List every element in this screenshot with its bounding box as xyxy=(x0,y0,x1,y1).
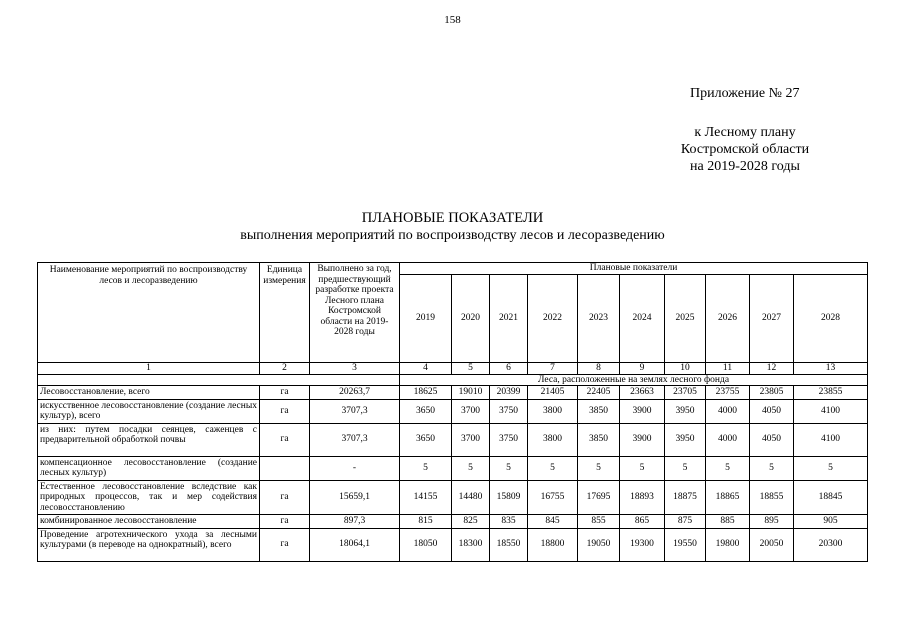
row-value: 845 xyxy=(528,515,578,529)
row-unit xyxy=(260,456,310,480)
row-name: искусственное лесовосстановление (создание лесных культур), всего xyxy=(38,399,260,423)
table-row xyxy=(38,528,868,561)
row-value: 20399 xyxy=(490,386,528,400)
row-value: 18550 xyxy=(490,528,528,561)
row-value: 18845 xyxy=(794,480,868,515)
row-value: 4050 xyxy=(750,399,794,423)
document-title: ПЛАНОВЫЕ ПОКАЗАТЕЛИ xyxy=(361,210,544,226)
column-number: 12 xyxy=(750,363,794,375)
row-value: 5 xyxy=(528,456,578,480)
row-value: 4050 xyxy=(750,423,794,456)
header-year-2026: 2026 xyxy=(706,275,750,363)
column-number: 6 xyxy=(490,363,528,375)
row-name: Проведение агротехнического ухода за лесными культурами (в переводе на однократный), всего xyxy=(38,528,260,561)
row-value: 5 xyxy=(620,456,665,480)
column-number: 1 xyxy=(38,363,260,375)
row-value: 3850 xyxy=(578,399,620,423)
row-done: 20263,7 xyxy=(310,386,400,400)
row-value: 19050 xyxy=(578,528,620,561)
appendix-address xyxy=(660,124,830,175)
row-value: 3800 xyxy=(528,423,578,456)
row-value: 15809 xyxy=(490,480,528,515)
table-row xyxy=(38,399,868,423)
row-name: Лесовосстановление, всего xyxy=(38,386,260,400)
header-year-2024: 2024 xyxy=(620,275,665,363)
section-spacer xyxy=(38,374,400,386)
column-number: 5 xyxy=(452,363,490,375)
row-value: 825 xyxy=(452,515,490,529)
row-value: 18625 xyxy=(400,386,452,400)
row-value: 3700 xyxy=(452,423,490,456)
header-row-top xyxy=(38,263,868,275)
header-year-2023: 2023 xyxy=(578,275,620,363)
row-value: 19010 xyxy=(452,386,490,400)
row-done: - xyxy=(310,456,400,480)
row-value: 18050 xyxy=(400,528,452,561)
column-numbers-row xyxy=(38,363,868,375)
row-value: 3950 xyxy=(665,423,706,456)
header-year-2025: 2025 xyxy=(665,275,706,363)
row-value: 3900 xyxy=(620,423,665,456)
header-planned: Плановые показатели xyxy=(400,263,868,275)
table-row xyxy=(38,515,868,529)
row-done: 3707,3 xyxy=(310,399,400,423)
row-value: 3650 xyxy=(400,399,452,423)
row-unit: га xyxy=(260,399,310,423)
row-value: 16755 xyxy=(528,480,578,515)
header-year-2028: 2028 xyxy=(794,275,868,363)
row-value: 23855 xyxy=(794,386,868,400)
appendix-line-3: на 2019-2028 годы xyxy=(690,159,800,174)
column-number: 13 xyxy=(794,363,868,375)
column-number: 2 xyxy=(260,363,310,375)
header-year-2027: 2027 xyxy=(750,275,794,363)
table-row xyxy=(38,423,868,456)
row-value: 14480 xyxy=(452,480,490,515)
row-value: 3750 xyxy=(490,399,528,423)
row-value: 20050 xyxy=(750,528,794,561)
row-value: 5 xyxy=(490,456,528,480)
row-value: 3800 xyxy=(528,399,578,423)
row-value: 815 xyxy=(400,515,452,529)
row-value: 18865 xyxy=(706,480,750,515)
row-value: 5 xyxy=(400,456,452,480)
table-row xyxy=(38,386,868,400)
document-subtitle: выполнения мероприятий по воспроизводству лесов и лесоразведению xyxy=(240,228,665,243)
row-done: 15659,1 xyxy=(310,480,400,515)
row-value: 3750 xyxy=(490,423,528,456)
row-unit: га xyxy=(260,423,310,456)
header-done: Выполнено за год, предшествующий разработке проекта Лесного плана Костромской области на 2019-2028 годы xyxy=(310,263,400,363)
column-number: 10 xyxy=(665,363,706,375)
row-value: 3700 xyxy=(452,399,490,423)
row-value: 5 xyxy=(578,456,620,480)
row-value: 23805 xyxy=(750,386,794,400)
row-done: 18064,1 xyxy=(310,528,400,561)
row-value: 3650 xyxy=(400,423,452,456)
row-done: 897,3 xyxy=(310,515,400,529)
header-name: Наименование мероприятий по воспроизводству лесов и лесоразведению xyxy=(38,263,260,363)
row-unit: га xyxy=(260,386,310,400)
row-value: 19800 xyxy=(706,528,750,561)
row-value: 885 xyxy=(706,515,750,529)
plan-table xyxy=(37,262,868,562)
row-value: 18800 xyxy=(528,528,578,561)
row-unit: га xyxy=(260,528,310,561)
row-value: 865 xyxy=(620,515,665,529)
row-value: 3900 xyxy=(620,399,665,423)
row-value: 14155 xyxy=(400,480,452,515)
row-value: 21405 xyxy=(528,386,578,400)
row-value: 875 xyxy=(665,515,706,529)
column-number: 4 xyxy=(400,363,452,375)
header-year-2020: 2020 xyxy=(452,275,490,363)
row-value: 19550 xyxy=(665,528,706,561)
header-year-2019: 2019 xyxy=(400,275,452,363)
row-value: 4000 xyxy=(706,423,750,456)
row-value: 17695 xyxy=(578,480,620,515)
section-row xyxy=(38,374,868,386)
row-value: 23663 xyxy=(620,386,665,400)
header-year-2022: 2022 xyxy=(528,275,578,363)
row-value: 5 xyxy=(665,456,706,480)
row-value: 20300 xyxy=(794,528,868,561)
row-value: 905 xyxy=(794,515,868,529)
row-value: 895 xyxy=(750,515,794,529)
table-row xyxy=(38,456,868,480)
header-unit: Единица измерения xyxy=(260,263,310,363)
row-value: 3850 xyxy=(578,423,620,456)
appendix-title: Приложение № 27 xyxy=(690,86,800,101)
row-value: 22405 xyxy=(578,386,620,400)
row-unit: га xyxy=(260,480,310,515)
column-number: 11 xyxy=(706,363,750,375)
header-year-2021: 2021 xyxy=(490,275,528,363)
column-number: 7 xyxy=(528,363,578,375)
row-value: 23755 xyxy=(706,386,750,400)
row-value: 19300 xyxy=(620,528,665,561)
row-value: 5 xyxy=(706,456,750,480)
row-done: 3707,3 xyxy=(310,423,400,456)
appendix-line-2: Костромской области xyxy=(680,142,810,157)
row-unit: га xyxy=(260,515,310,529)
section-label: Леса, расположенные на землях лесного фонда xyxy=(400,374,868,386)
row-name: компенсационное лесовосстановление (создание лесных культур) xyxy=(38,456,260,480)
row-value: 5 xyxy=(750,456,794,480)
page-number: 158 xyxy=(444,14,461,26)
column-number: 8 xyxy=(578,363,620,375)
appendix-line-1: к Лесному плану xyxy=(694,125,796,140)
column-number: 9 xyxy=(620,363,665,375)
row-name: из них: путем посадки сеянцев, саженцев с предварительной обработкой почвы xyxy=(38,423,260,456)
row-name: комбинированное лесовосстановление xyxy=(38,515,260,529)
row-value: 18875 xyxy=(665,480,706,515)
row-name: Естественное лесовосстановление вследствие как природных процессов, так и мер содействия лесовосстановлению xyxy=(38,480,260,515)
row-value: 3950 xyxy=(665,399,706,423)
row-value: 18893 xyxy=(620,480,665,515)
row-value: 18855 xyxy=(750,480,794,515)
row-value: 5 xyxy=(452,456,490,480)
row-value: 835 xyxy=(490,515,528,529)
row-value: 4000 xyxy=(706,399,750,423)
row-value: 18300 xyxy=(452,528,490,561)
column-number: 3 xyxy=(310,363,400,375)
row-value: 855 xyxy=(578,515,620,529)
row-value: 23705 xyxy=(665,386,706,400)
row-value: 5 xyxy=(794,456,868,480)
row-value: 4100 xyxy=(794,423,868,456)
table-row xyxy=(38,480,868,515)
row-value: 4100 xyxy=(794,399,868,423)
